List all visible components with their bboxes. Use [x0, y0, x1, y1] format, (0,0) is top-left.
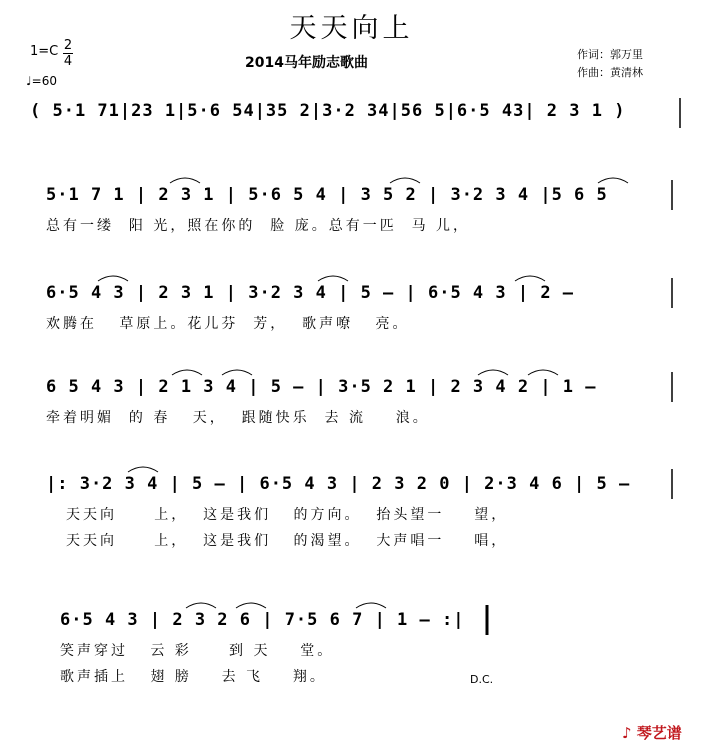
key-signature: 1=C — [30, 44, 59, 59]
slur — [356, 603, 386, 608]
row2-notes: 6·5 4 3 | 2 3 1 | 3·2 3 4 | 5 – | 6·5 4 3 | 2 – — [46, 283, 575, 303]
row4-lyrics-verse2: 天天向 上， 这是我们 的渴望。 大声唱一 唱， — [66, 533, 509, 549]
slur — [186, 603, 216, 608]
lyricist-credit: 作词：郭万里 — [577, 48, 643, 61]
tempo-value: =60 — [31, 74, 57, 88]
row5-lyrics-verse2: 歌声插上 翅 膀 去 飞 翔。 — [60, 669, 327, 685]
row1-notes: 5·1 7 1 | 2 3 1 | 5·6 5 4 | 3 5 2 | 3·2 3 4 |5 6 5 — [46, 185, 608, 205]
slur — [478, 370, 508, 375]
slur — [598, 178, 628, 183]
slur — [528, 370, 558, 375]
row2-lyrics: 欢腾在 草原上。花儿芬 芳， 歌声嘹 亮。 — [46, 316, 410, 332]
row1-lyrics: 总有一缕 阳 光，照在你的 脸 庞。总有一匹 马 儿， — [46, 218, 471, 234]
da-capo-mark: D.C. — [470, 673, 494, 686]
slur — [98, 276, 128, 281]
song-subtitle: 2014马年励志歌曲 — [245, 55, 368, 71]
logo-icon: ♪ — [622, 724, 637, 742]
slur — [170, 178, 200, 183]
slur — [318, 276, 348, 281]
intro-notes: ( 5·1 71|23 1|5·6 54|35 2|3·2 34|56 5|6·5 43| 2 3 1 ) — [30, 101, 626, 121]
composer-credit: 作曲：黄清林 — [577, 66, 643, 79]
site-logo — [622, 722, 682, 743]
slur — [222, 370, 252, 375]
slur — [390, 178, 420, 183]
row5-notes: 6·5 4 3 | 2 3 2 6 | 7·5 6 7 | 1 – :| — [60, 610, 465, 630]
quarter-note-icon: ♩ — [26, 74, 32, 88]
logo-text: 琴艺谱 — [636, 724, 682, 742]
row4-notes: |: 3·2 3 4 | 5 – | 6·5 4 3 | 2 3 2 0 | 2·3 4 6 | 5 – — [46, 474, 631, 494]
row5-lyrics-verse1: 笑声穿过 云 彩 到 天 堂。 — [60, 643, 335, 659]
row4-lyrics-verse1: 天天向 上， 这是我们 的方向。 抬头望一 望， — [66, 507, 509, 523]
row3-lyrics: 牵着明媚 的 春 天， 跟随快乐 去 流 浪。 — [46, 410, 430, 426]
slur — [128, 467, 158, 472]
song-title: 天天向上 — [289, 13, 414, 44]
time-numerator: 2 — [63, 38, 73, 53]
row3-notes: 6 5 4 3 | 2 1 3 4 | 5 – | 3·5 2 1 | 2 3 4 2 | 1 – — [46, 377, 597, 397]
slur — [515, 276, 545, 281]
time-denominator: 4 — [63, 54, 73, 69]
slur — [172, 370, 202, 375]
slur — [236, 603, 266, 608]
